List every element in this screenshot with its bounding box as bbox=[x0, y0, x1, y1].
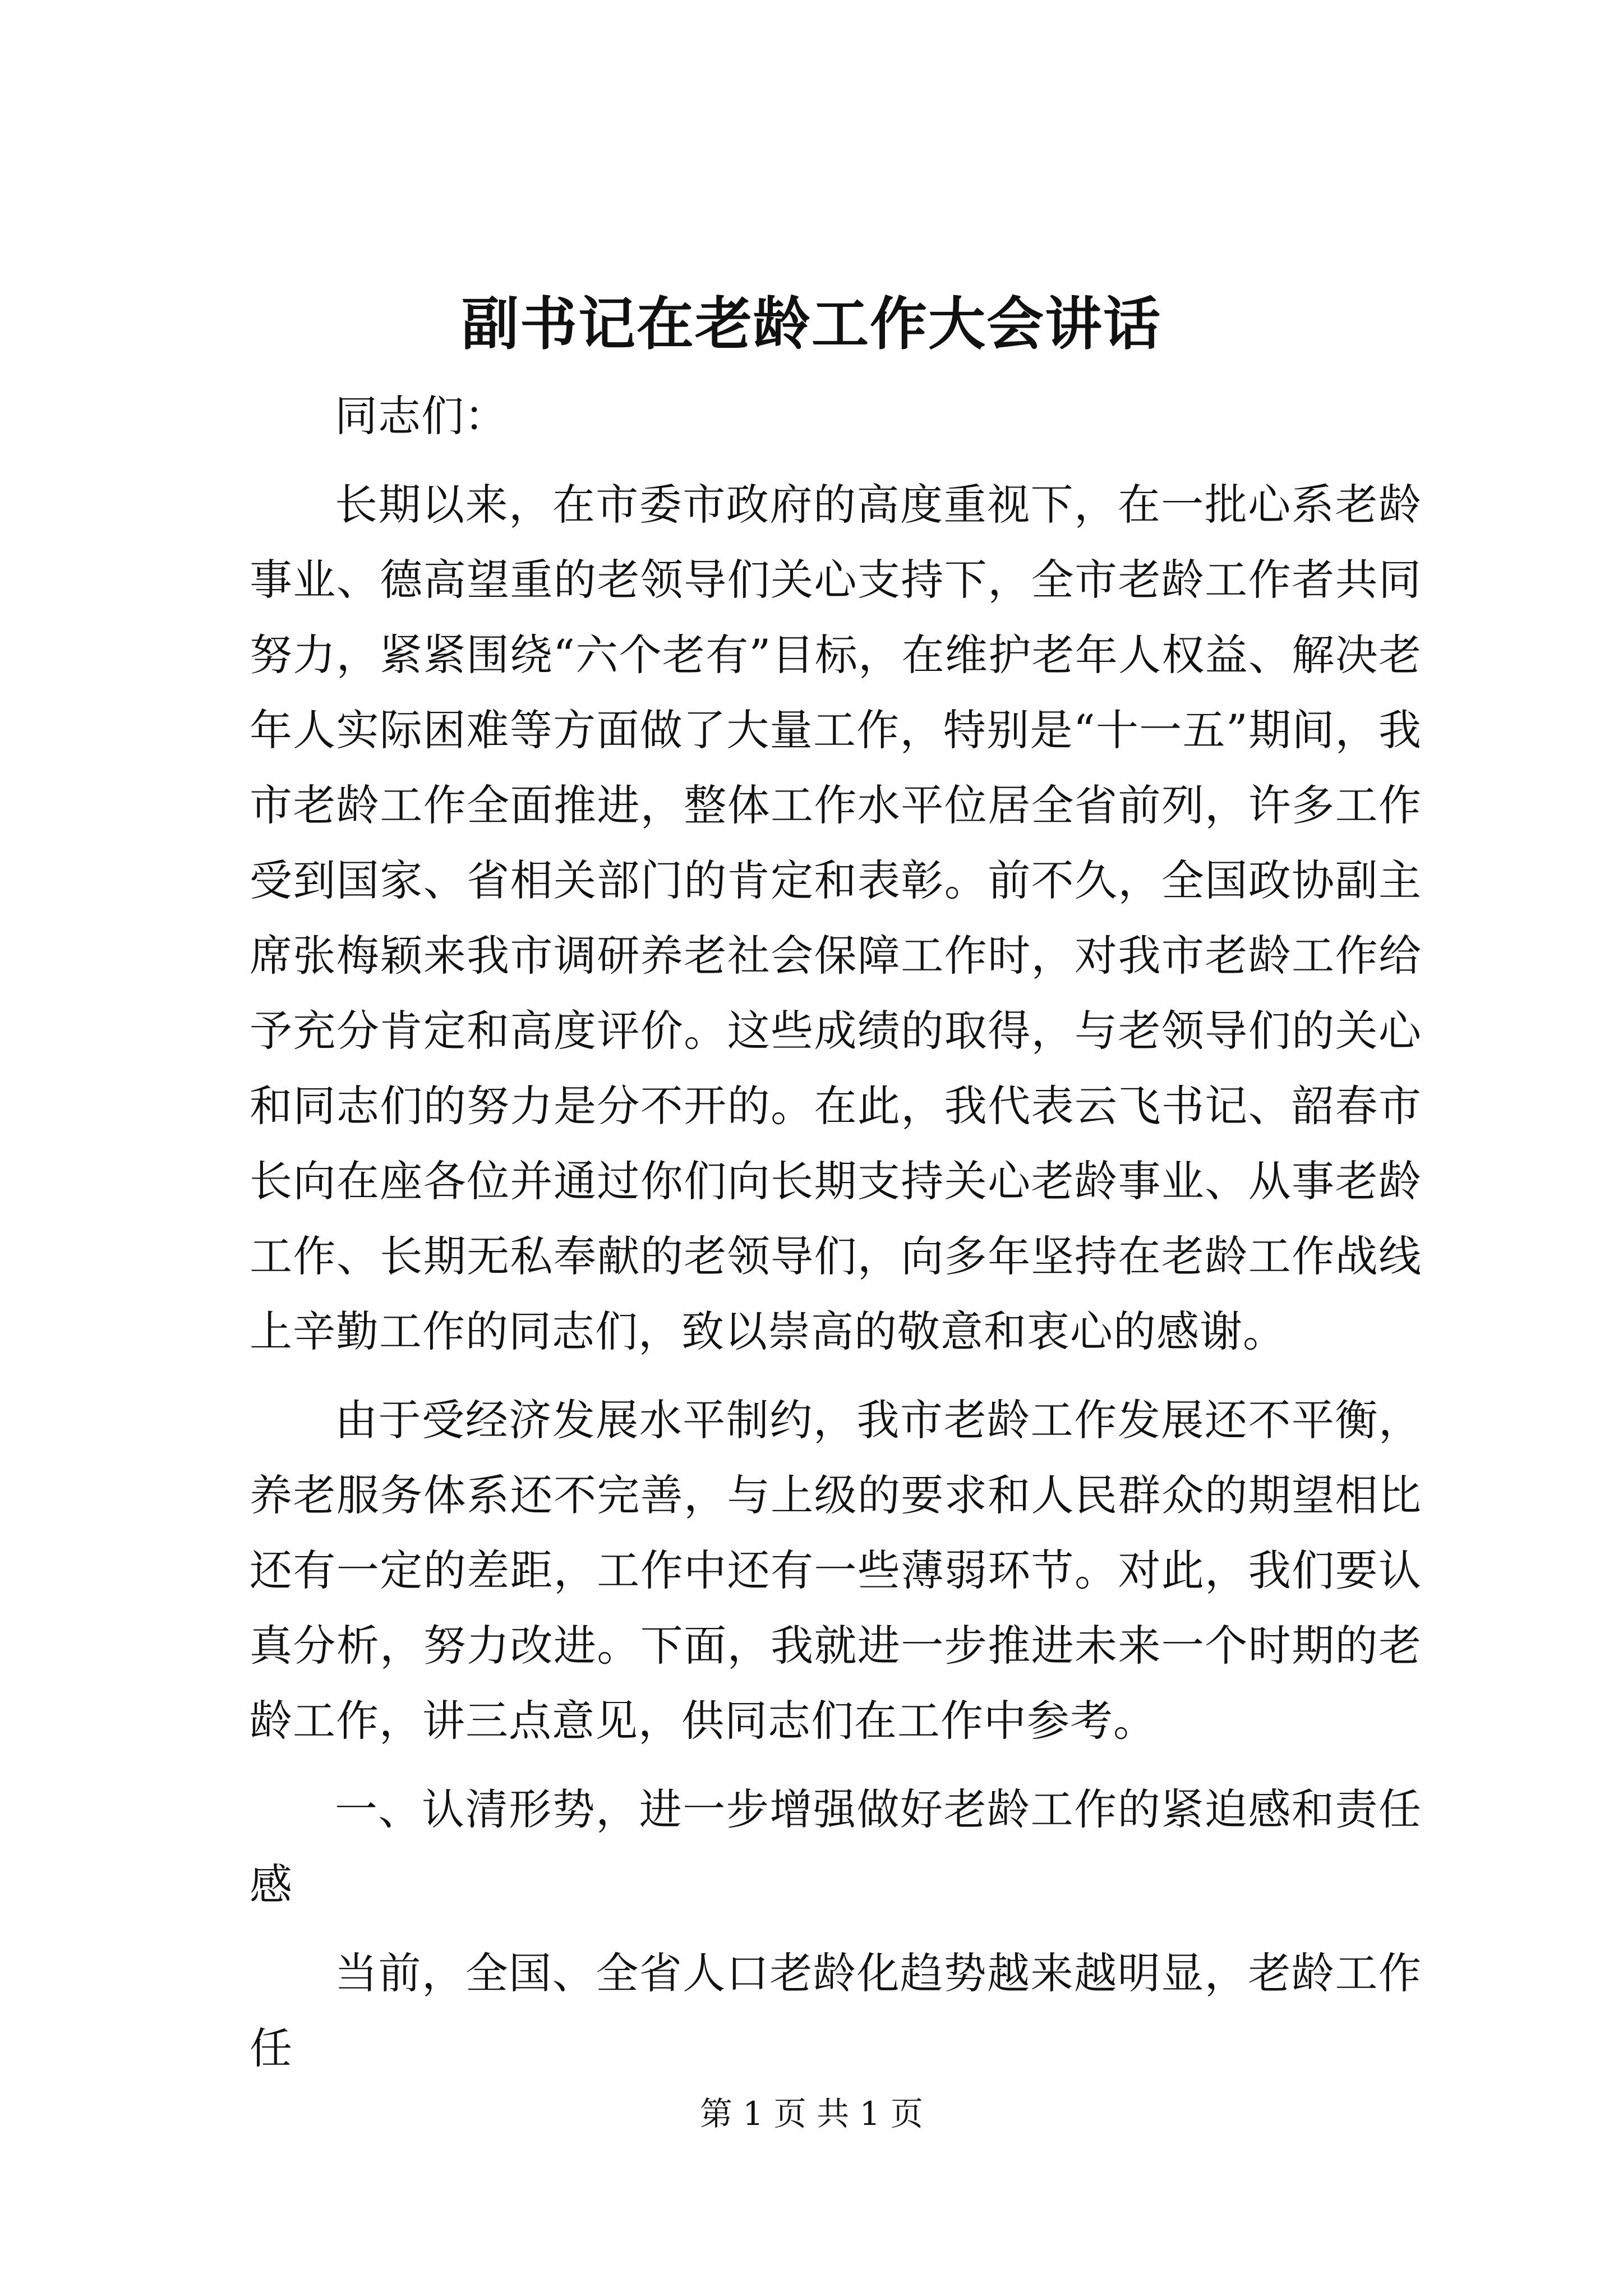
body-paragraph-1: 长期以来，在市委市政府的高度重视下，在一批心系老龄事业、德高望重的老领导们关心支持下，全市老龄工作者共同努力，紧紧围绕“六个老有”目标，在维护老年人权益、解决老年人实际困难等方面做了大量工作，特别是“十一五”期间，我市老龄工作全面推进，整体工作水平位居全省前列，许多工作受到国家、省相关部门的肯定和表彰。前不久，全国政协副主席张梅颖来我市调研养老社会保障工作时，对我市老龄工作给予充分肯定和高度评价。这些成绩的取得，与老领导们的关心和同志们的努力是分不开的。在此，我代表云飞书记、韶春市长向在座各位并通过你们向长期支持关心老龄事业、从事老龄工作、长期无私奉献的老领导们，向多年坚持在老龄工作战线上辛勤工作的同志们，致以崇高的敬意和衷心的感谢。 bbox=[250, 480, 1422, 1356]
section-heading-1: 一、认清形势，进一步增强做好老龄工作的紧迫感和责任感 bbox=[250, 1784, 1422, 1910]
body-paragraph-3: 当前，全国、全省人口老龄化趋势越来越明显，老龄工作任 bbox=[250, 1948, 1422, 2073]
document-title: 副书记在老龄工作大会讲话 bbox=[462, 291, 1161, 358]
page-number-footer: 第 1 页 共 1 页 bbox=[700, 2095, 923, 2133]
document-body bbox=[250, 379, 1422, 2086]
body-paragraph-2: 由于受经济发展水平制约，我市老龄工作发展还不平衡，养老服务体系还不完善，与上级的要求和人民群众的期望相比还有一定的差距，工作中还有一些薄弱环节。对此，我们要认真分析，努力改进。下面，我就进一步推进未来一个时期的老龄工作，讲三点意见，供同志们在工作中参考。 bbox=[250, 1395, 1422, 1746]
salutation-paragraph: 同志们： bbox=[335, 391, 508, 441]
